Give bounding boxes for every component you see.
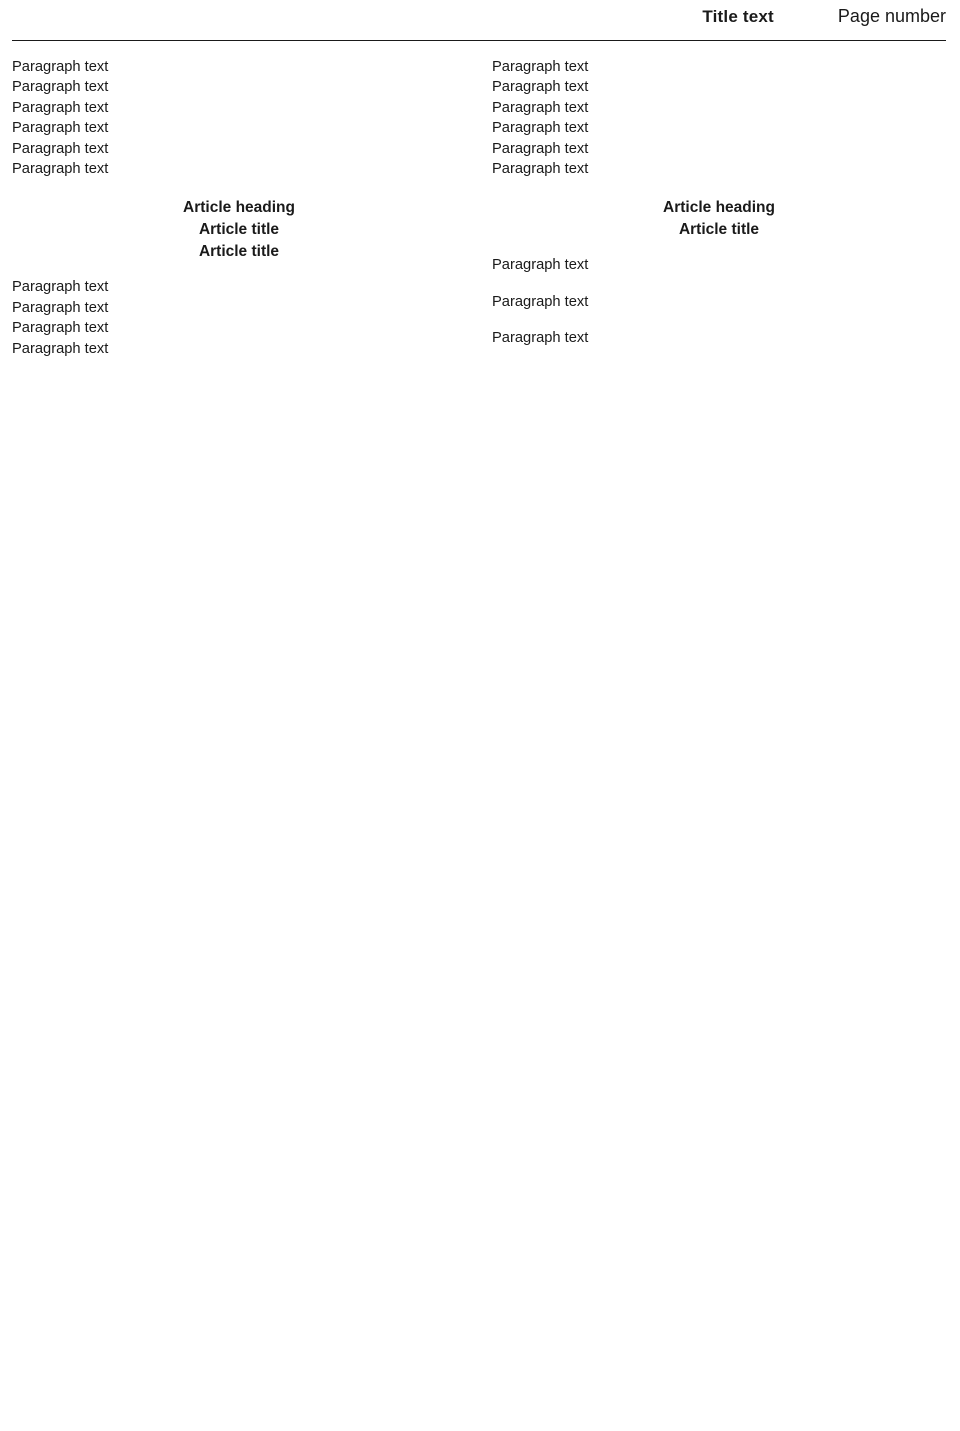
- paragraph: Paragraph text: [492, 99, 589, 116]
- spacer: [492, 312, 946, 328]
- paragraph: Paragraph text: [492, 293, 589, 310]
- page-header: [12, 6, 946, 41]
- paragraph: Paragraph text: [12, 340, 109, 357]
- left-column: [12, 57, 466, 359]
- paragraph: Paragraph text: [492, 161, 589, 178]
- paragraph: Paragraph text: [12, 120, 109, 137]
- paragraph: Paragraph text: [12, 320, 109, 337]
- paragraph: Paragraph text: [12, 59, 109, 75]
- paragraph: Paragraph text: [12, 299, 109, 316]
- paragraph: Paragraph text: [492, 79, 589, 96]
- paragraph: Paragraph text: [492, 120, 589, 137]
- paragraph: Paragraph text: [492, 140, 589, 157]
- gazette-title: Title text: [702, 7, 774, 26]
- paragraph: Paragraph text: [12, 79, 109, 96]
- paragraph: Paragraph text: [492, 257, 589, 274]
- article-36-title-line-2: Article title: [198, 243, 280, 261]
- paragraph: Paragraph text: [492, 59, 589, 75]
- text-columns: [12, 57, 946, 359]
- paragraph: Paragraph text: [12, 279, 109, 296]
- article-37-title: Article title: [678, 221, 760, 239]
- article-36-title-line-1: Article title: [198, 221, 280, 239]
- page-number: Page number: [837, 6, 946, 26]
- paragraph: Paragraph text: [492, 330, 589, 347]
- paragraph: Paragraph text: [12, 99, 109, 116]
- spacer: [492, 276, 946, 292]
- article-36-number: Article heading: [183, 199, 295, 217]
- article-37-number: Article heading: [663, 199, 775, 217]
- paragraph: Paragraph text: [12, 140, 109, 157]
- paragraph: Paragraph text: [12, 161, 109, 178]
- right-column: [492, 57, 946, 359]
